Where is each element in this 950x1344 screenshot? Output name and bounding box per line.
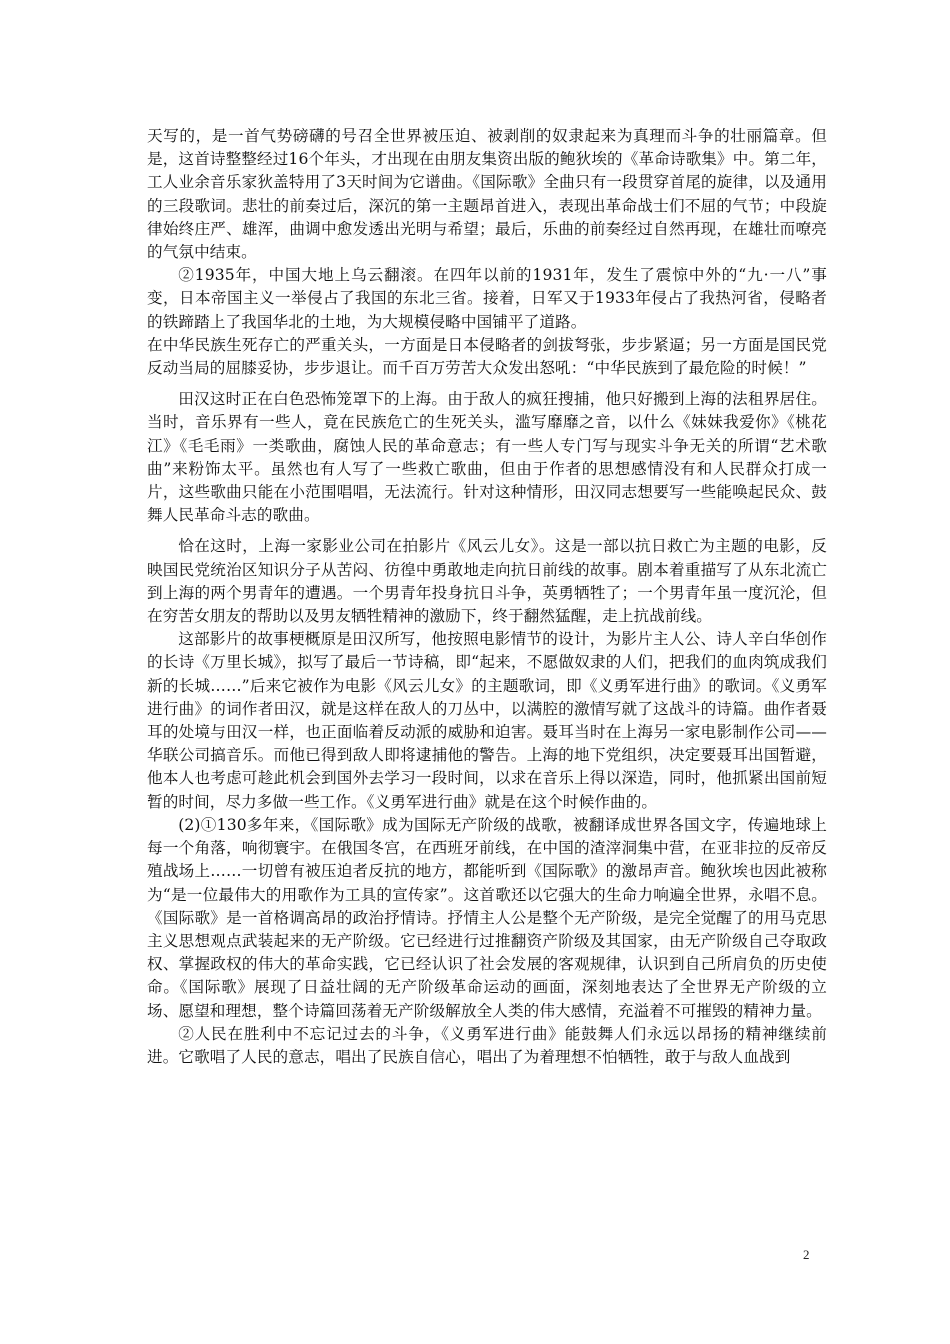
paragraph-3: 在中华民族生死存亡的严重关头，一方面是日本侵略者的剑拔弩张，步步紧逼；另一方面是国民党反动当局的屈膝妥协，步步退让。而千百万劳苦大众发出怒吼：“中华民族到了最危险的时候！” [147, 335, 827, 378]
paragraph-7: (2)①130多年来，《国际歌》成为国际无产阶级的战歌，被翻译成世界各国文字，传遍地球上每一个角落，响彻寰宇。在俄国冬宫，在西班牙前线，在中国的渣滓洞集中营，在亚非拉的反帝反殖战场上……一切曾有被压迫者反抗的地方，都能听到《国际歌》的激昂声音。鲍狄埃也因此被称为“是一位最伟大的用歌作为工具的宣传家”。这首歌还以它强大的生命力响遍全世界，永唱不息。《国际歌》是一首格调高昂的政治抒情诗。抒情主人公是整个无产阶级，是完全觉醒了的用马克思主义思想观点武装起来的无产阶级。它已经进行过推翻资产阶级及其国家，由无产阶级自己夺取政权、掌握政权的伟大的革命实践，它已经认识了社会发展的客观规律，认识到自己所肩负的历史使命。《国际歌》展现了日益壮阔的无产阶级革命运动的画面，深刻地表达了全世界无产阶级的立场、愿望和理想，整个诗篇回荡着无产阶级解放全人类的伟大感情，充溢着不可摧毁的精神力量。 [147, 815, 827, 1020]
paragraph-4: 田汉这时正在白色恐怖笼罩下的上海。由于敌人的疯狂搜捕，他只好搬到上海的法租界居住。当时，音乐界有一些人，竟在民族危亡的生死关头，滥写靡靡之音，以什么《妹妹我爱你》《桃花江》《毛毛雨》一类歌曲，腐蚀人民的革命意志；有一些人专门写与现实斗争无关的所谓“艺术歌曲”来粉饰太平。虽然也有人写了一些救亡歌曲，但由于作者的思想感情没有和人民群众打成一片，这些歌曲只能在小范围唱唱，无法流行。针对这种情形，田汉同志想要写一些能唤起民众、鼓舞人民革命斗志的歌曲。 [147, 390, 827, 525]
paragraph-2: ②1935年，中国大地上乌云翻滚。在四年以前的1931年，发生了震惊中外的“九·一八”事变，日本帝国主义一举侵占了我国的东北三省。接着，日军又于1933年侵占了我热河省，侵略者的铁蹄踏上了我国华北的土地，为大规模侵略中国铺平了道路。 [147, 266, 827, 331]
body-text [147, 125, 827, 1069]
paragraph-8: ②人民在胜利中不忘记过去的斗争，《义勇军进行曲》能鼓舞人们永远以昂扬的精神继续前进。它歌唱了人民的意志，唱出了民族自信心，唱出了为着理想不怕牺牲，敢于与敌人血战到 [147, 1024, 827, 1066]
page-number: 2 [803, 1247, 810, 1262]
paragraph-1: 天写的，是一首气势磅礴的号召全世界被压迫、被剥削的奴隶起来为真理而斗争的壮丽篇章。但是，这首诗整整经过16个年头，才出现在由朋友集资出版的鲍狄埃的《革命诗歌集》中。第二年，工人业余音乐家狄盖特用了3天时间为它谱曲。《国际歌》全曲只有一段贯穿首尾的旋律，以及通用的三段歌词。悲壮的前奏过后，深沉的第一主题昂首进入，表现出革命战士们不屈的气节；中段旋律始终庄严、雄浑，曲调中愈发透出光明与希望；最后，乐曲的前奏经过自然再现，在雄壮而嘹亮的气氛中结束。 [147, 127, 827, 262]
paragraph-6: 这部影片的故事梗概原是田汉所写，他按照电影情节的设计，为影片主人公、诗人辛白华创作的长诗《万里长城》，拟写了最后一节诗稿，即“起来，不愿做奴隶的人们，把我们的血肉筑成我们新的长城……”后来它被作为电影《风云儿女》的主题歌词，即《义勇军进行曲》的歌词。《义勇军进行曲》的词作者田汉，就是这样在敌人的刀丛中，以满腔的激情写就了这战斗的诗篇。曲作者聂耳的处境与田汉一样，也正面临着反动派的威胁和迫害。聂耳当时在上海另一家电影制作公司——华联公司搞音乐。而他已得到敌人即将逮捕他的警告。上海的地下党组织，决定要聂耳出国暂避，他本人也考虑可趁此机会到国外去学习一段时间，以求在音乐上得以深造，同时，他抓紧出国前短暂的时间，尽力多做一些工作。《义勇军进行曲》就是在这个时候作曲的。 [147, 630, 827, 811]
paragraph-5: 恰在这时，上海一家影业公司在拍影片《风云儿女》。这是一部以抗日救亡为主题的电影，反映国民党统治区知识分子从苦闷、彷徨中勇敢地走向抗日前线的故事。剧本着重描写了从东北流亡到上海的两个男青年的遭遇。一个男青年投身抗日斗争，英勇牺牲了；一个男青年虽一度沉沦，但在穷苦女朋友的帮助以及男友牺牲精神的激励下，终于翻然猛醒，走上抗战前线。 [147, 537, 827, 626]
